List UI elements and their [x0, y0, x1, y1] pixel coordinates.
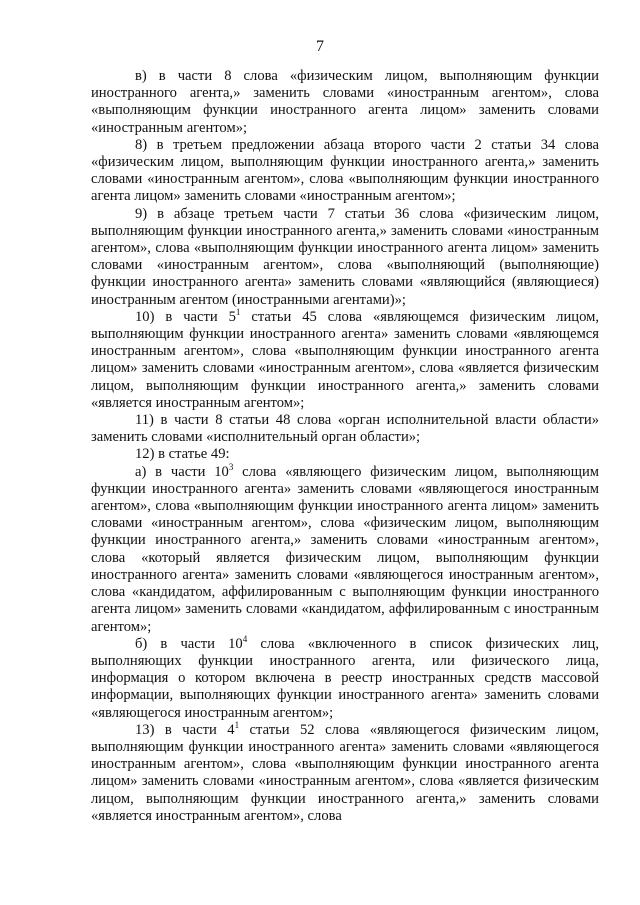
- superscript: 1: [234, 719, 240, 730]
- paragraph: [91, 633, 599, 722]
- paragraph-text: 12) в статье 49:: [135, 446, 230, 463]
- paragraph-text: 11) в части 8 статьи 48 слова «орган исполнительной власти области» заменить словами «исполнительный орган области»;: [91, 412, 599, 446]
- paragraph-text: в) в части 8 слова «физическим лицом, выполняющим функции иностранного агента,» заменить словами «иностранным агентом», слова «выполняющим функции иностранного агента лицом» заменить словами «иностранным агентом»;: [91, 68, 599, 136]
- superscript: 4: [242, 633, 248, 644]
- paragraph-text: 10) в части 5: [135, 308, 236, 325]
- paragraph: [91, 306, 599, 412]
- paragraph-text: 13) в части 4: [135, 721, 235, 738]
- paragraph-text: б) в части 10: [135, 635, 243, 652]
- paragraph: [91, 719, 599, 825]
- document-body: [91, 68, 599, 825]
- paragraph: [91, 412, 599, 446]
- paragraph-text: статьи 45 слова «являющемся физическим лицом, выполняющим функции иностранного агента» заменить словами «являющемся иностранным агентом», слова «выполняющим функции иностранного агента лицом» заменить словами «иностранным агентом», слова «является физическим лицом, выполняющим функции иностранного агента,» заменить словами «является иностранным агентом»;: [91, 308, 599, 411]
- paragraph: [91, 461, 599, 636]
- paragraph-text: 9) в абзаце третьем части 7 статьи 36 слова «физическим лицом, выполняющим функции иностранного агента,» заменить словами «иностранным агентом», слова «выполняющим функции иностранного агента лицом» заменить словами «иностранным агентом», слова «выполняющий (выполняющие) функции иностранного агента» заменить словами «являющийся (являющиеся) иностранным агентом (иностранными агентами)»;: [91, 205, 599, 308]
- paragraph-text: а) в части 10: [135, 463, 229, 480]
- superscript: 3: [228, 461, 234, 472]
- paragraph-text: 8) в третьем предложении абзаца второго части 2 статьи 34 слова «физическим лицом, выполняющим функции иностранного агента,» заменить словами «иностранным агентом», слова «выполняющим функции иностранного агента лицом» заменить словами «иностранным агентом»;: [91, 136, 599, 205]
- paragraph-text: статьи 52 слова «являющегося физическим лицом, выполняющим функции иностранного агента» заменить словами «являющегося иностранным агентом», слова «выполняющим функции иностранного агента лицом» заменить словами «иностранным агентом», слова «является физическим лицом, выполняющим функции иностранного агента,» заменить словами «является иностранным агентом», слова: [91, 721, 599, 824]
- paragraph-text: слова «включенного в список физических лиц, выполняющих функции иностранного агента, или физического лица, информация о котором включена в реестр иностранных средств массовой информации, выполняющих функции иностранного агента» заменить словами «являющегося иностранным агентом»;: [91, 635, 599, 721]
- page-number: 7: [316, 38, 324, 55]
- superscript: 1: [235, 306, 241, 317]
- paragraph: [91, 137, 599, 206]
- paragraph-text: слова «являющего физическим лицом, выполняющим функции иностранного агента» заменить словами «являющегося иностранным агентом», слова «выполняющим функции иностранного агента лицом» заменить словами «иностранным агентом», слова «физическим лицом, выполняющим функции иностранного агента,» заменить словами «иностранным агентом», слова «который является физическим лицом, выполняющим функции иностранного агента» заменить словами «являющегося иностранным агентом», слова «кандидатом, аффилированным с выполняющим функции иностранного агента лицом» заменить словами «кандидатом, аффилированным с иностранным агентом»;: [91, 463, 599, 635]
- paragraph: [91, 206, 599, 309]
- paragraph: [91, 68, 599, 137]
- paragraph: [91, 446, 599, 463]
